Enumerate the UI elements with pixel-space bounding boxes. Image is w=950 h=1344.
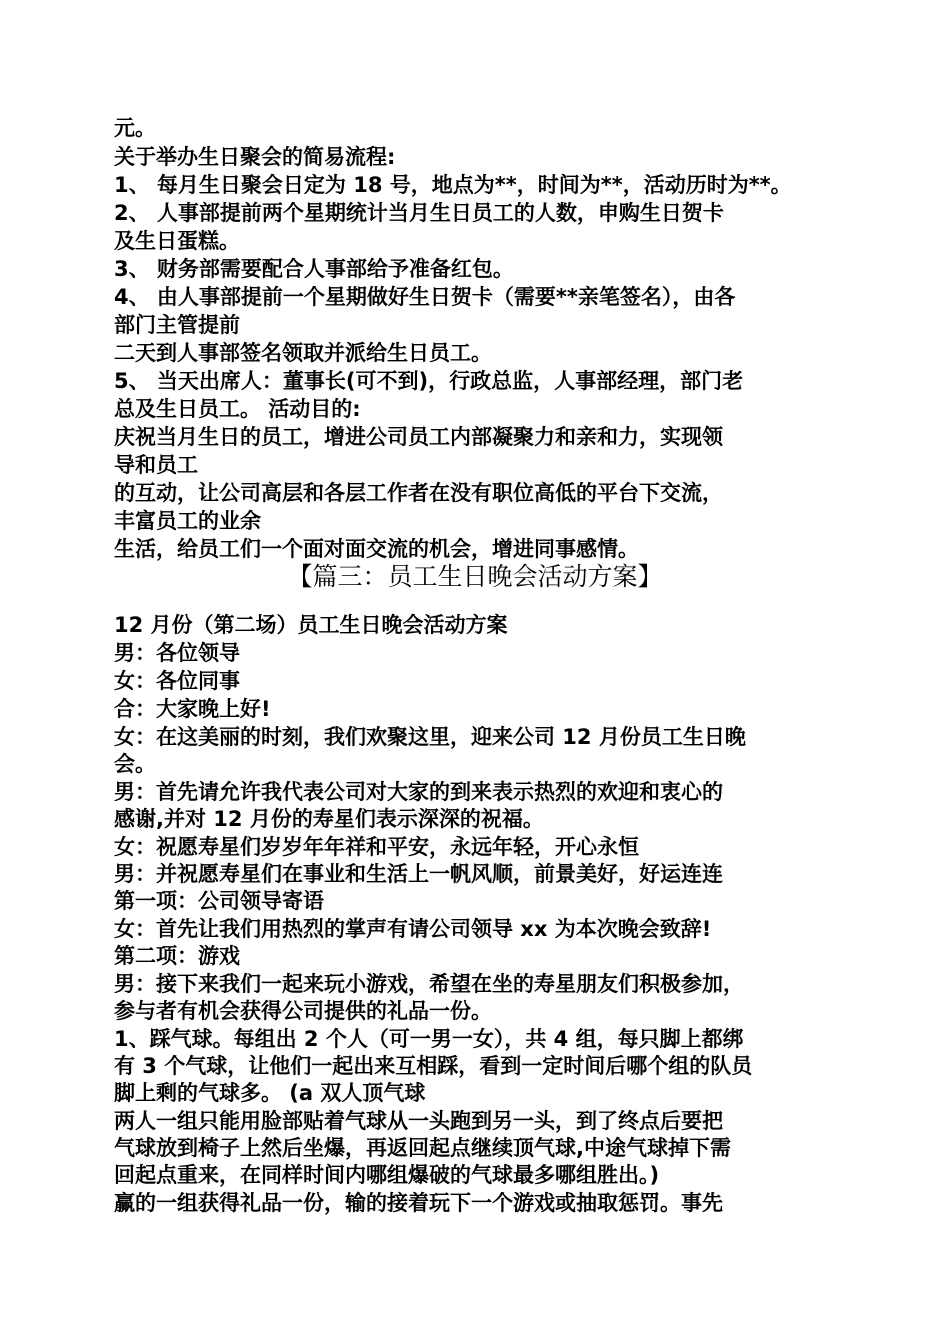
text-line: 赢的一组获得礼品一份，输的接着玩下一个游戏或抽取惩罚。事先 — [114, 1191, 723, 1215]
text-line: 女：首先让我们用热烈的掌声有请公司领导 xx 为本次晚会致辞! — [114, 917, 712, 941]
text-line: 关于举办生日聚会的简易流程: — [114, 145, 396, 169]
text-line: 第一项：公司领导寄语 — [114, 889, 324, 913]
text-line: 二天到人事部签名领取并派给生日员工。 — [114, 341, 492, 365]
text-line: 及生日蛋糕。 — [114, 229, 240, 253]
text-line: 参与者有机会获得公司提供的礼品一份。 — [114, 999, 492, 1023]
text-line: 感谢,并对 12 月份的寿星们表示深深的祝福。 — [114, 807, 544, 831]
text-line: 女：在这美丽的时刻，我们欢聚这里，迎来公司 12 月份员工生日晚 — [114, 725, 746, 749]
text-line: 男：并祝愿寿星们在事业和生活上一帆风顺，前景美好，好运连连 — [114, 862, 723, 886]
text-line: 男：首先请允许我代表公司对大家的到来表示热烈的欢迎和衷心的 — [114, 780, 723, 804]
text-line: 导和员工 — [114, 453, 198, 477]
text-line: 5、 当天出席人：董事长(可不到)，行政总监，人事部经理，部门老 — [114, 369, 744, 393]
text-line: 合：大家晚上好! — [114, 697, 271, 721]
text-line: 脚上剩的气球多。 (a 双人顶气球 — [114, 1081, 426, 1105]
text-line: 12 月份（第二场）员工生日晚会活动方案 — [114, 613, 508, 637]
text-line: 生活，给员工们一个面对面交流的机会，增进同事感情。 — [114, 537, 639, 561]
text-line: 女：各位同事 — [114, 669, 240, 693]
section-heading: 【篇三：员工生日晚会活动方案】 — [287, 562, 663, 591]
text-line: 元。 — [114, 116, 156, 140]
text-line: 丰富员工的业余 — [114, 509, 261, 533]
text-line: 1、 每月生日聚会日定为 18 号，地点为**，时间为**，活动历时为**。 — [114, 173, 792, 197]
text-line: 的互动，让公司高层和各层工作者在没有职位高低的平台下交流， — [114, 481, 723, 505]
text-line: 部门主管提前 — [114, 313, 240, 337]
text-line: 两人一组只能用脸部贴着气球从一头跑到另一头，到了终点后要把 — [114, 1109, 723, 1133]
text-line: 4、 由人事部提前一个星期做好生日贺卡（需要**亲笔签名），由各 — [114, 285, 736, 309]
text-line: 男：接下来我们一起来玩小游戏，希望在坐的寿星朋友们积极参加， — [114, 972, 744, 996]
text-line: 会。 — [114, 752, 156, 776]
text-line: 总及生日员工。 活动目的: — [114, 397, 361, 421]
text-line: 气球放到椅子上然后坐爆，再返回起点继续顶气球,中途气球掉下需 — [114, 1136, 731, 1160]
text-line: 女：祝愿寿星们岁岁年年祥和平安，永远年轻，开心永恒 — [114, 835, 639, 859]
text-line: 2、 人事部提前两个星期统计当月生日员工的人数，申购生日贺卡 — [114, 201, 724, 225]
text-line: 1、踩气球。每组出 2 个人（可一男一女），共 4 组，每只脚上都绑 — [114, 1027, 744, 1051]
text-line: 3、 财务部需要配合人事部给予准备红包。 — [114, 257, 514, 281]
text-line: 男：各位领导 — [114, 641, 240, 665]
text-line: 第二项：游戏 — [114, 944, 240, 968]
text-line: 庆祝当月生日的员工，增进公司员工内部凝聚力和亲和力，实现领 — [114, 425, 723, 449]
text-line: 有 3 个气球，让他们一起出来互相踩，看到一定时间后哪个组的队员 — [114, 1054, 753, 1078]
text-line: 回起点重来，在同样时间内哪组爆破的气球最多哪组胜出。) — [114, 1163, 660, 1187]
